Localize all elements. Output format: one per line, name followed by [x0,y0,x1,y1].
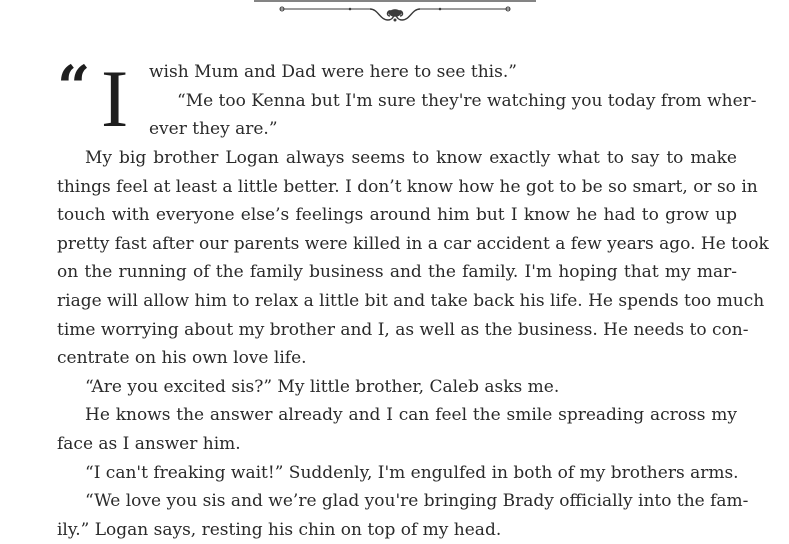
opening-lines [149,58,757,144]
paragraph-line: touch with everyone else’s feelings around him but I know he had to grow up [57,205,737,226]
paragraph-line: He knows the answer already and I can feel the smile spreading across my [85,405,737,426]
paragraph-2 [57,373,737,402]
paragraph-line: centrate on his own love life. [57,348,307,369]
paragraph-1 [57,144,769,373]
paragraph-line: riage will allow him to relax a little bit and take back his life. He spends too much [57,290,765,311]
paragraph-line: face as I answer him. [57,433,241,454]
chapter-page [57,53,769,544]
paragraph-line: time worrying about my brother and I, as well as the business. He needs to con- [57,319,749,340]
paragraph-line: pretty fast after our parents were killed in a car accident a few years ago. He took [57,233,769,254]
paragraph-line: things feel at least a little better. I don’t know how he got to be so smart, or so in [57,176,758,197]
paragraph-line: “We love you sis and we’re glad you're bringing Brady officially into the fam- [85,491,749,512]
opening-line-3: ever they are.” [149,119,278,140]
paragraph-line: on the running of the family business and the family. I'm hoping that my mar- [57,262,737,283]
dropcap-letter: I [101,53,129,144]
paragraph-4 [57,459,737,488]
paragraph-line: ily.” Logan says, resting his chin on top of my head. [57,519,502,540]
paragraph-line: My big brother Logan always seems to know exactly what to say to make [85,148,737,168]
opening-block [57,53,757,144]
paragraph-3 [57,401,737,458]
paragraph-5 [57,487,749,544]
opening-line-1: wish Mum and Dad were here to see this.” [149,62,517,82]
paragraph-line: “I can't freaking wait!” Suddenly, I'm engulfed in both of my brothers arms. [85,462,739,483]
dropcap-quote: “ [57,53,91,121]
opening-line-2: “Me too Kenna but I'm sure they're watching you today from wher- [177,90,757,111]
paragraph-line: “Are you excited sis?” My little brother, Caleb asks me. [85,376,560,397]
scroll-flourish-icon [250,0,540,28]
